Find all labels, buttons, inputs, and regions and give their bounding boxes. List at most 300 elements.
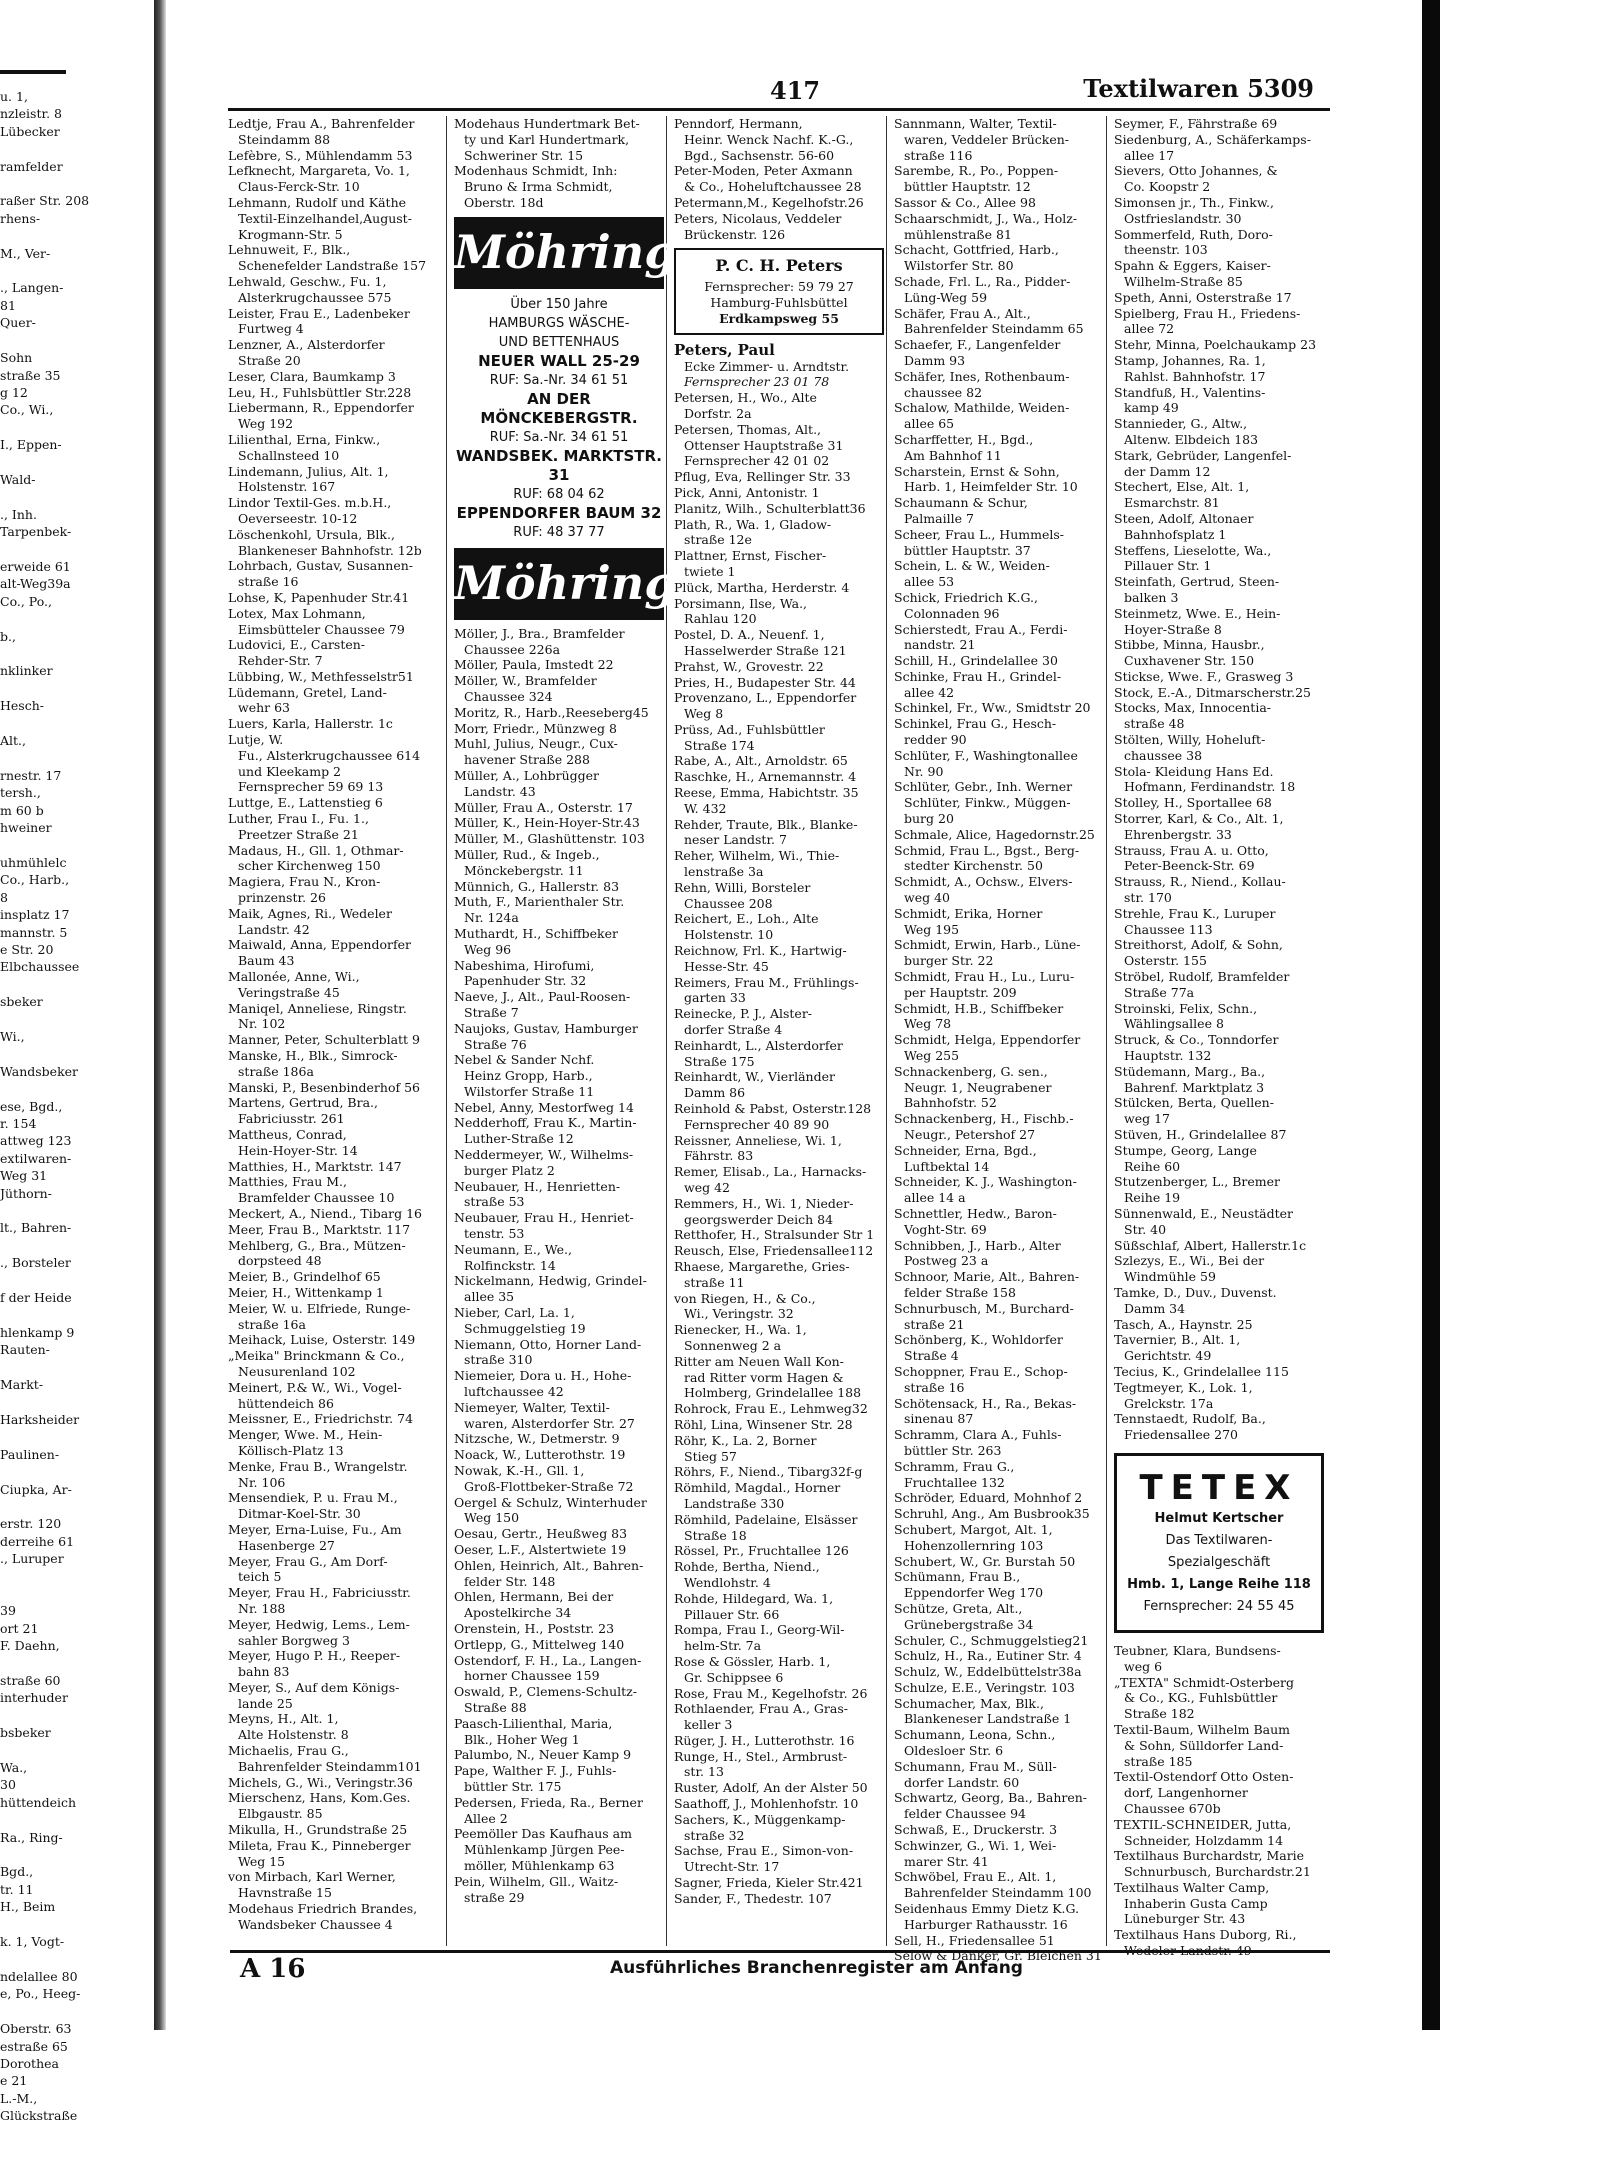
listing-entry [674,1291,884,1323]
entry-name: Peter-Moden, Peter Axmann [674,163,853,179]
entry-line: allee 42 [904,684,955,700]
entry-name: „Meika" Brinckmann & Co., [228,1348,405,1364]
listing-entry [1114,258,1324,290]
listing-entry [674,1101,884,1133]
entry-line: Hasselwerder Straße 121 [684,642,847,658]
tetex-address: Hmb. 1, Lange Reihe 118 [1127,1576,1311,1592]
listing-entry [894,1680,1104,1696]
entry-name: Rehder, Traute, Blk., Blanke- [674,816,858,832]
previous-page-fragment: 8 [0,889,8,905]
entry-name: Manner, Peter, Schulterblatt 9 [228,1032,420,1048]
running-head: Textilwaren 5309 [1083,74,1314,103]
entry-name: Schlüter, Gebr., Inh. Werner [894,779,1073,795]
entry-line: Hohenzollernring 103 [904,1537,1044,1553]
entry-line: burger Platz 2 [464,1162,555,1178]
previous-page-fragment [0,645,150,662]
entry-name: Lohrbach, Gustav, Susannen- [228,558,414,574]
entry-line: Weg 15 [238,1853,286,1869]
page-footer [230,1950,1330,1990]
entry-name: Steffens, Lieselotte, Wa., [1114,542,1272,558]
entry-name: Schoppner, Frau E., Schop- [894,1363,1068,1379]
previous-page-fragment [0,715,150,732]
listing-entry [1114,1127,1324,1143]
entry-line: Blankeneser Bahnhofstr. 12b [238,542,422,558]
entry-line: straße 11 [684,1274,745,1290]
entry-line: Fährstr. 83 [684,1148,754,1164]
listing-entry [1114,227,1324,259]
previous-page-fragment: insplatz 17 [0,907,70,923]
entry-line: Weg 78 [904,1016,952,1032]
entry-name: Meier, H., Wittenkamp 1 [228,1284,384,1300]
entry-line: Heinr. Wenck Nachf. K.-G., [684,131,854,147]
entry-name: Mierschenz, Hans, Kom.Ges. [228,1790,411,1806]
listing-entry [228,811,438,843]
listing-entry [674,548,884,580]
listing-entry [228,1522,438,1554]
entry-line: prinzenstr. 26 [238,890,326,906]
entry-line: mühlenstraße 81 [904,226,1012,242]
entry-line: Baum 43 [238,953,295,969]
listing-entry [674,1733,884,1749]
entry-name: Tamke, D., Duv., Duvenst. [1114,1284,1277,1300]
listing-entry [228,969,438,1001]
entry-line: sinenau 87 [904,1411,974,1427]
entry-line: Claus-Ferck-Str. 10 [238,179,360,195]
entry-line: straße 310 [464,1352,533,1368]
previous-page-fragment: b., [0,628,16,644]
entry-name: Römhild, Padelaine, Elsässer [674,1511,858,1527]
entry-name: Meckert, A., Niend., Tibarg 16 [228,1205,423,1221]
entry-name: Schwöbel, Frau E., Alt. 1, [894,1869,1057,1885]
entry-name: Lehwald, Geschw., Fu. 1, [228,273,387,289]
entry-name: Nebel & Sander Nchf. [454,1052,595,1068]
listing-entry [1114,1722,1324,1769]
entry-line: Ehrenbergstr. 33 [1124,826,1232,842]
listing-entry [1114,637,1324,669]
entry-name: Rehn, Willi, Borsteler [674,879,811,895]
entry-line: Eimsbütteler Chaussee 79 [238,621,405,637]
entry-name: Schein, L. & W., Weiden- [894,558,1050,574]
listing-entry [228,1348,438,1380]
entry-line: straße 16 [904,1379,965,1395]
entry-name: Leu, H., Fuhlsbüttler Str.228 [228,384,412,400]
listing-entry [894,1332,1104,1364]
listing-entry [228,843,438,875]
entry-name: Mallonée, Anne, Wi., [228,969,360,985]
previous-page-fragment: hweiner [0,820,52,836]
listing-entry [228,1459,438,1491]
entry-line: Windmühle 59 [1124,1269,1216,1285]
entry-name: Tavernier, B., Alt. 1, [1114,1332,1241,1348]
listing-entry [674,1622,884,1654]
entry-line: teich 5 [238,1569,282,1585]
listing-entry [1114,1032,1324,1064]
tetex-logo: TETEX [1139,1467,1299,1508]
previous-page-fragment: Ra., Ring- [0,1829,63,1845]
entry-line: Grelckstr. 17a [1124,1395,1214,1411]
listing-entry [894,622,1104,654]
entry-name: Planitz, Wilh., Schulterblatt36 [674,500,866,516]
listing-entry [674,469,884,485]
listing-entry [894,1174,1104,1206]
entry-name: Maniqel, Anneliese, Ringstr. [228,1000,407,1016]
ad-line: Über 150 Jahre [510,296,608,312]
listing-entry [228,1080,438,1096]
entry-line: Fernsprecher 59 69 13 [238,779,384,795]
previous-page-fragment [0,1585,150,1602]
entry-name: Lübbing, W., Methfesselstr51 [228,668,414,684]
listing-entry [454,989,664,1021]
previous-page-fragment [0,1498,150,1515]
entry-line: felder Str. 148 [464,1573,556,1589]
entry-name: Neddermeyer, W., Wilhelms- [454,1147,634,1163]
entry-line: Harb. 1, Heimfelder Str. 10 [904,479,1078,495]
listing-entry [454,1147,664,1179]
entry-name: Nickelmann, Hedwig, Grindel- [454,1273,647,1289]
entry-name: Schmale, Alice, Hagedornstr.25 [894,826,1095,842]
entry-line: Nr. 90 [904,763,944,779]
entry-name: Stark, Gebrüder, Langenfel- [1114,447,1292,463]
entry-line: Hofmann, Ferdinandstr. 18 [1124,779,1296,795]
listing-entry [674,580,884,596]
entry-line: Wilhelm-Straße 85 [1124,273,1243,289]
listing-entry [894,1396,1104,1428]
entry-name: Textil-Baum, Wilhelm Baum [1114,1721,1290,1737]
entry-name: Plattner, Ernst, Fischer- [674,548,827,564]
entry-name: Manski, P., Besenbinderhof 56 [228,1079,420,1095]
entry-line: Neusurenland 102 [238,1363,356,1379]
entry-line: weg 42 [684,1180,730,1195]
listing-entry [674,163,884,195]
listing-entry [894,669,1104,701]
listing-entry [674,675,884,691]
entry-line: straße 16a [238,1316,306,1332]
entry-name: Stutzenberger, L., Bremer [1114,1174,1281,1190]
previous-page-fragment: straße 60 [0,1672,61,1688]
entry-name: Meyer, Hugo P. H., Reeper- [228,1648,401,1664]
entry-line: Fernsprecher 40 89 90 [684,1116,830,1132]
entry-name: Lehmann, Rudolf und Käthe [228,194,407,210]
entry-name: Schierstedt, Frau A., Ferdi- [894,621,1068,637]
entry-name: Peemöller Das Kaufhaus am [454,1826,632,1842]
listing-entry [1114,132,1324,164]
listing-entry [674,422,884,469]
entry-line: Ottenser Hauptstraße 31 [684,437,844,453]
entry-line: Wi., Veringstr. 32 [684,1306,794,1322]
entry-name: „TEXTA" Schmidt-Osterberg [1114,1674,1294,1690]
entry-line: Rahlau 120 [684,611,757,627]
entry-line: burg 20 [904,811,954,827]
entry-line: Köllisch-Platz 13 [238,1442,344,1458]
entry-line: balken 3 [1124,589,1179,605]
listing-entry [1114,306,1324,338]
moehring-logo: Möhring [454,217,664,289]
previous-page-fragment: Dorothea [0,2055,59,2071]
listing-entry [454,1431,664,1447]
shop-address: WANDSBEK. MARKTSTR. 31 [455,446,662,484]
entry-name: Nabeshima, Hirofumi, [454,957,595,973]
listing-entry [454,768,664,800]
entry-line: allee 65 [904,416,955,432]
entry-name: von Mirbach, Karl Werner, [228,1869,396,1885]
entry-name: Römhild, Magdal., Horner [674,1480,841,1496]
listing-entry [228,274,438,306]
entry-name: Reinhardt, W., Vierländer [674,1069,835,1085]
entry-name: Seidenhaus Emmy Dietz K.G. [894,1901,1080,1917]
entry-name: Schmidt, Erika, Horner [894,905,1043,921]
listing-entry [454,116,664,163]
entry-line: Alsterkrugchaussee 575 [238,289,392,305]
listing-entry [228,1269,438,1285]
entry-name: Nowak, K.-H., Gll. 1, [454,1463,585,1479]
listing-entry [894,1569,1104,1601]
previous-page-fragment: Oberstr. 63 [0,2021,72,2037]
listing-entry [228,606,438,638]
entry-line: Fu., Alsterkrugchaussee 614 [238,747,421,763]
previous-page-fragment: erweide 61 [0,558,71,574]
listing-entry [454,1273,664,1305]
entry-line: Heinz Gropp, Harb., [464,1068,593,1084]
entry-name: Rohrock, Frau E., Lehmweg32 [674,1401,868,1417]
previous-page-fragment: Ciupka, Ar- [0,1481,72,1497]
entry-name: Pflug, Eva, Rellinger Str. 33 [674,469,851,485]
entry-line: burger Str. 22 [904,953,994,969]
entry-name: Schumann, Leona, Schn., [894,1727,1056,1743]
entry-name: Petersen, H., Wo., Alte [674,390,817,406]
entry-name: Ströbel, Rudolf, Bramfelder [1114,969,1290,985]
listing-entry [674,1543,884,1559]
listing-entry [894,464,1104,496]
previous-page-fragment: ., Borsteler [0,1255,71,1271]
previous-page-fragment [0,175,150,192]
previous-page-fragment [0,1202,150,1219]
entry-name: Modehaus Friedrich Brandes, [228,1901,418,1917]
entry-name: Lutje, W. [228,732,284,748]
entry-name: Schubert, Margot, Alt. 1, [894,1521,1053,1537]
listing-entry [674,485,884,501]
previous-page-fragment: sbeker [0,994,43,1010]
entry-line: str. 170 [1124,890,1172,906]
entry-line: straße 53 [464,1194,525,1210]
previous-page-fragment: estraße 65 [0,2038,68,2054]
entry-line: Schnurbusch, Burchardstr.21 [1124,1864,1311,1880]
listing-entry [228,1869,438,1901]
previous-page-fragment [0,1742,150,1759]
listing-entry [894,1032,1104,1064]
entry-line: Reihe 60 [1124,1158,1181,1174]
listing-entry [454,831,664,847]
entry-name: Lenzner, A., Alsterdorfer [228,337,385,353]
entry-line: Hesse-Str. 45 [684,958,769,974]
entry-name: Schnackenberg, G. sen., [894,1063,1048,1079]
entry-name: Nedderhoff, Frau K., Martin- [454,1115,637,1131]
entry-name: Madaus, H., Gll. 1, Othmar- [228,842,404,858]
tetex-owner: Helmut Kertscher [1154,1510,1284,1526]
previous-page-fragment [0,1237,150,1254]
peters-name: P. C. H. Peters [715,256,843,276]
listing-entry [1114,1332,1324,1364]
entry-name: Modehaus Hundertmark Bet- [454,116,640,131]
header-rule [228,108,1330,111]
entry-name: Scheer, Frau L., Hummels- [894,526,1064,542]
listing-entry [894,116,1104,163]
listing-entry [674,1843,884,1875]
entry-line: georgswerder Deich 84 [684,1211,834,1227]
previous-page-fragment: F. Daehn, [0,1638,60,1654]
entry-line: Schlüter, Finkw., Müggen- [904,795,1071,811]
entry-line: Fernsprecher 42 01 02 [684,453,830,469]
entry-name: Speth, Anni, Osterstraße 17 [1114,289,1292,305]
shop-phone: RUF: 48 37 77 [513,524,605,540]
moehring-logo-2: Möhring [454,548,664,620]
listing-entry [1114,163,1324,195]
entry-name: Rössel, Pr., Fruchtallee 126 [674,1543,849,1559]
entry-name: Schaarschmidt, J., Wa., Holz- [894,210,1078,226]
entry-line: Neugr. 1, Neugrabener [904,1079,1052,1095]
entry-line: straße 185 [1124,1753,1193,1769]
entry-name: Niemeyer, Walter, Textil- [454,1399,610,1415]
entry-line: Groß-Flottbeker-Straße 72 [464,1478,634,1494]
listing-entry [454,1447,664,1463]
entry-name: Paasch-Lilienthal, Maria, [454,1715,613,1731]
listing-entry [228,1648,438,1680]
listing-entry [454,1621,664,1637]
entry-name: Magiera, Frau N., Kron- [228,874,381,890]
listing-entry [1114,1380,1324,1412]
entry-line: allee 72 [1124,321,1175,337]
entry-line: lenstraße 3a [684,864,764,880]
previous-page-fragment: ., Luruper [0,1551,64,1567]
entry-line: Wilstorfer Straße 11 [464,1083,595,1099]
listing-entry [228,242,438,274]
entry-name: Steinmetz, Wwe. E., Hein- [1114,605,1281,621]
entry-line: Dorfstr. 2a [684,405,752,421]
listing-entry [454,721,664,737]
entry-line: neser Landstr. 7 [684,832,787,848]
listing-entry [674,1591,884,1623]
entry-name: Stibbe, Minna, Hausbr., [1114,637,1265,653]
footer-note: Ausführliches Branchenregister am Anfang [610,1958,1023,1978]
listing-entry [454,1337,664,1369]
entry-name: Ostendorf, F. H., La., Langen- [454,1652,642,1668]
previous-page-fragment [0,1011,150,1028]
listing-entry [894,1522,1104,1554]
listing-entry [674,1796,884,1812]
entry-name: Matthies, Frau M., [228,1174,347,1190]
listing-entry [894,432,1104,464]
entry-line: Hasenberge 27 [238,1537,335,1553]
entry-name: Schumacher, Max, Blk., [894,1695,1044,1711]
peters-phone: Fernsprecher: 59 79 27 [704,279,854,295]
previous-page-fragment: Wa., [0,1760,28,1775]
listing-entry [894,1459,1104,1491]
entry-name: Michels, G., Wi., Veringstr.36 [228,1774,413,1790]
listing-entry [894,937,1104,969]
entry-name: Schinkel, Fr., Ww., Smidtstr 20 [894,700,1091,716]
listing-entry [894,1633,1104,1649]
listing-entry [454,1747,664,1763]
listing-entry [674,753,884,769]
entry-name: Neubauer, Frau H., Henriet- [454,1210,634,1226]
listing-entry [454,1684,664,1716]
entry-name: Rose, Frau M., Kegelhofstr. 26 [674,1685,868,1701]
entry-line: straße 16 [238,574,299,590]
entry-name: Schnoor, Marie, Alt., Bahren- [894,1269,1080,1285]
listing-entry [454,1179,664,1211]
entry-name: Meier, W. u. Elfriede, Runge- [228,1300,411,1316]
listing-entry [454,1305,664,1337]
peters-ad-box [674,248,884,334]
entry-line: Stieg 57 [684,1448,737,1464]
entry-line: Str. 40 [1124,1221,1167,1237]
entry-name: Niemann, Otto, Horner Land- [454,1336,642,1352]
entry-name: Schnurbusch, M., Burchard- [894,1300,1074,1316]
column-3 [674,116,884,1946]
listing-entry [1114,543,1324,575]
listing-entry [894,1696,1104,1728]
listing-entry [674,390,884,422]
entry-line: Chaussee 670b [1124,1800,1221,1816]
listing-entry [228,1743,438,1775]
listing-entry [454,163,664,210]
listing-entry [894,1759,1104,1791]
entry-name: Ortlepp, G., Mittelweg 140 [454,1636,625,1652]
listing-entry [454,800,664,816]
listing-entry [894,748,1104,780]
previous-page-fragment: H., Beim [0,1899,56,1915]
previous-page-fragment [0,1568,150,1585]
listing-entry [454,673,664,705]
listing-entry [1114,874,1324,906]
entry-name: Niemeier, Dora u. H., Hohe- [454,1368,632,1384]
entry-name: Leister, Frau E., Ladenbeker [228,305,410,321]
previous-page-fragment [0,1916,150,1933]
listing-entry [228,1032,438,1048]
listing-entry [228,1285,438,1301]
entry-line: keller 3 [684,1717,733,1733]
entry-name: Menger, Wwe. M., Hein- [228,1427,383,1443]
listing-entry [228,1822,438,1838]
listing-entry [1114,353,1324,385]
entry-name: Meyer, Frau G., Am Dorf- [228,1553,388,1569]
previous-page-fragment: rnestr. 17 [0,767,62,783]
entry-line: Oeverseestr. 10-12 [238,510,358,526]
listing-entry [894,1269,1104,1301]
listing-entry [674,817,884,849]
entry-line: havener Straße 288 [464,752,590,768]
previous-page-fragment: lt., Bahren- [0,1220,72,1236]
listing-entry [894,558,1104,590]
listing-entry [894,527,1104,559]
listing-entry [1114,448,1324,480]
entry-name: Rose & Gössler, Harb. 1, [674,1653,831,1669]
entry-name: Meinert, P.& W., Wi., Vogel- [228,1379,402,1395]
listing-entry [894,653,1104,669]
listing-entry [228,558,438,590]
entry-name: Reichert, E., Loh., Alte [674,911,819,927]
entry-name: Petermann,M., Kegelhofstr.26 [674,194,864,210]
entry-line: Bahnhofstr. 52 [904,1095,997,1111]
entry-name: Meyer, Frau H., Fabriciusstr. [228,1585,411,1601]
previous-page-fragment: ese, Bgd., [0,1098,63,1114]
page-number: 417 [770,76,821,105]
listing-entry [674,116,884,163]
previous-page-fragment: ., Langen- [0,280,64,296]
listing-entry [228,464,438,496]
listing-entry [1114,416,1324,448]
listing-entry [228,1901,438,1933]
listing-entry [894,716,1104,748]
